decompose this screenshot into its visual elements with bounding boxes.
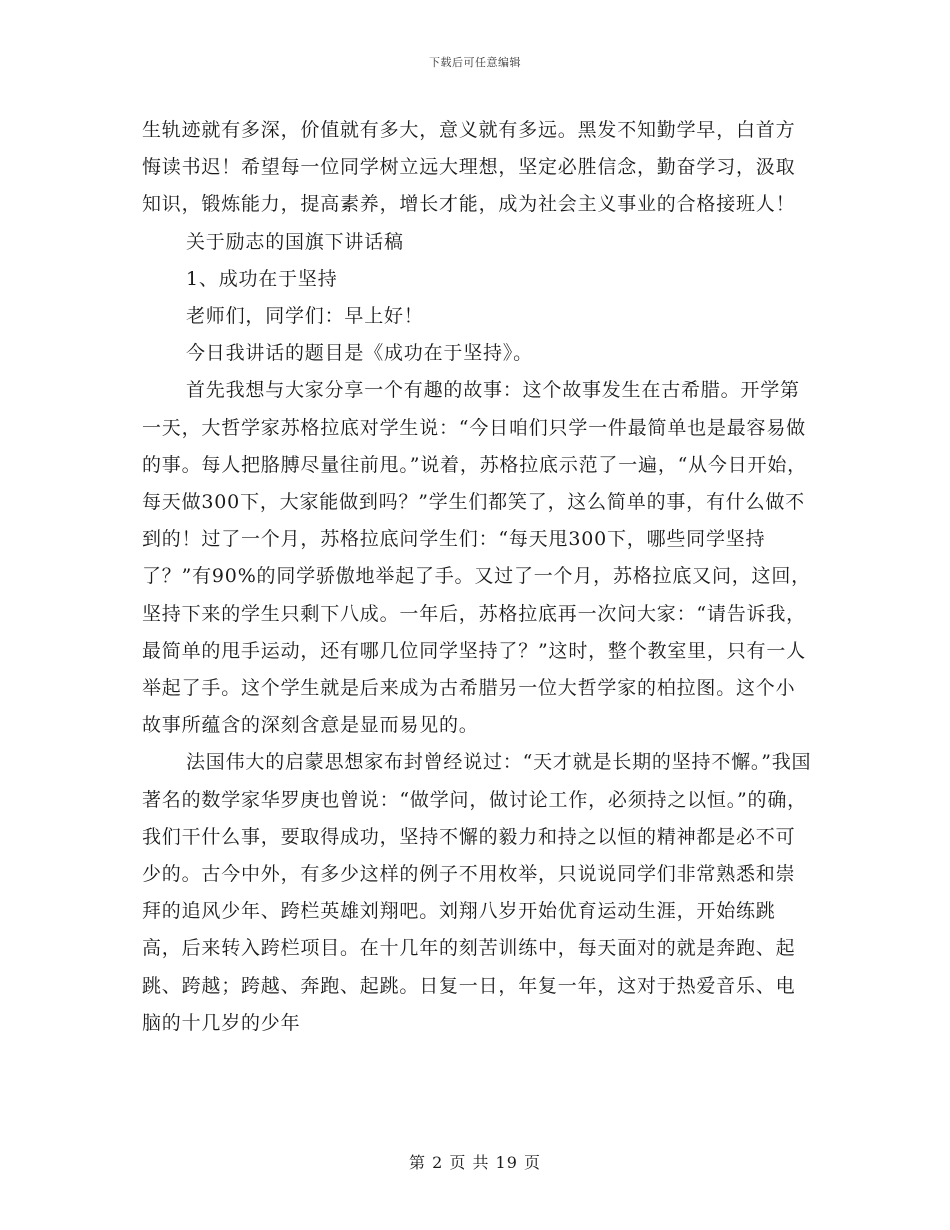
page-number: 第 2 页 共 19 页 <box>409 1153 541 1172</box>
speech-title: 1、成功在于坚持 <box>186 267 338 290</box>
paragraph-continuation: 生轨迹就有多深，价值就有多大，意义就有多远。黑发不知勤学早，白首方悔读书迟！希望每一位同学树立远大理想，坚定必胜信念，勤奋学习，汲取知识，锻炼能力，提高素养，增长才能，成为社会主义事业的合格接班人！ <box>142 119 796 216</box>
topic-line: 今日我讲话的题目是《成功在于坚持》。 <box>186 342 533 365</box>
greeting-line: 老师们，同学们：早上好！ <box>186 305 424 328</box>
quote-paragraph: 法国伟大的启蒙思想家布封曾经说过：“天才就是长期的坚持不懈。”我国著名的数学家华罗庚也曾说：“做学问，做讨论工作，必须持之以恒。”的确，我们干什么事，要取得成功，坚持不懈的毅力和持之以恒的精神都是必不可少的。古今中外，有多少这样的例子不用枚举，只说说同学们非常熟悉和崇拜的追风少年、跨栏英雄刘翔吧。刘翔八岁开始优育运动生涯，开始练跳高，后来转入跨栏项目。在十几年的刻苦训练中，每天面对的就是奔跑、起跳、跨越；跨越、奔跑、起跳。日复一日，年复一年，这对于热爱音乐、电脑的十几岁的少年 <box>142 751 812 1034</box>
page-header: 下载后可任意编辑 <box>429 56 521 69</box>
story-paragraph: 首先我想与大家分享一个有趣的故事：这个故事发生在古希腊。开学第一天，大哲学家苏格拉底对学生说：“今日咱们只学一件最简单也是最容易做的事。每人把胳膊尽量往前甩。”说着，苏格拉底示范了一遍，“从今日开始，每天做300下，大家能做到吗？”学生们都笑了，这么简单的事，有什么做不到的！过了一个月，苏格拉底问学生们：“每天甩300下，哪些同学坚持了？”有90%的同学骄傲地举起了手。又过了一个月，苏格拉底又问，这回，坚持下来的学生只剩下八成。一年后，苏格拉底再一次问大家：“请告诉我，最简单的甩手运动，还有哪几位同学坚持了？”这时，整个教室里，只有一人举起了手。这个学生就是后来成为古希腊另一位大哲学家的柏拉图。这个小故事所蕴含的深刻含意是显而易见的。 <box>142 379 811 737</box>
section-heading: 关于励志的国旗下讲话稿 <box>186 230 404 253</box>
document-body <box>142 112 812 1042</box>
